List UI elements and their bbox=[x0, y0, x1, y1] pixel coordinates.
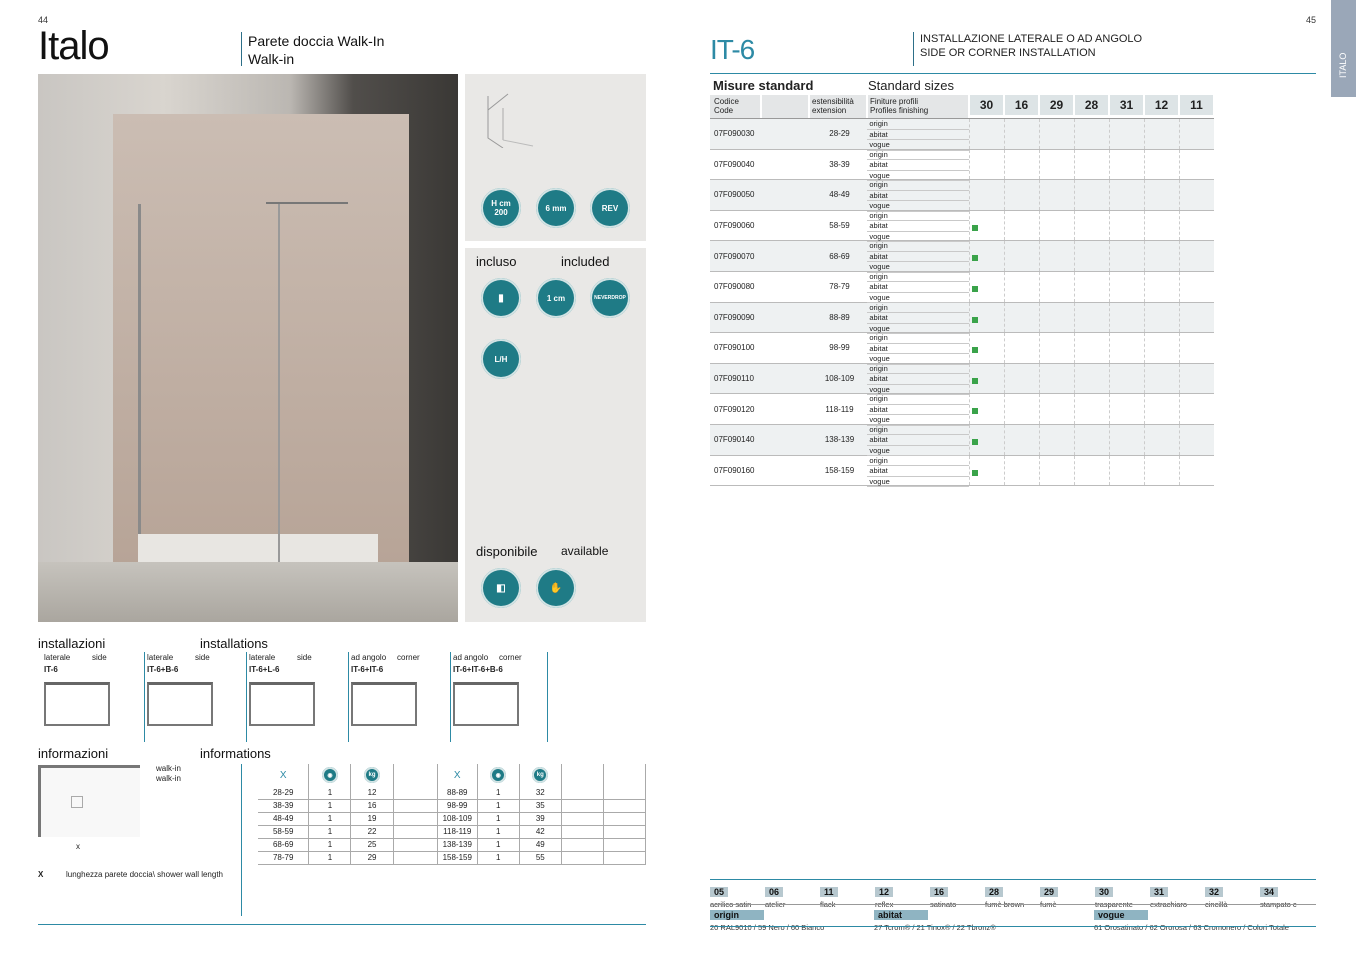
availability-dot bbox=[972, 255, 978, 261]
page-title: Italo bbox=[38, 24, 109, 68]
finish-col-header: 30 bbox=[970, 95, 1003, 115]
wall-back bbox=[113, 114, 409, 564]
size-row bbox=[710, 211, 1214, 242]
finish-label: abitat bbox=[867, 221, 969, 232]
finish-label: abitat bbox=[867, 313, 969, 324]
subtitle-it: Parete doccia Walk-In bbox=[248, 33, 385, 49]
height-200-icon: H cm 200 bbox=[481, 188, 521, 228]
finish-label: vogue bbox=[867, 415, 969, 426]
glass-legend-item: 29 fumè bbox=[1040, 887, 1057, 909]
legend-text: lunghezza parete doccia\ shower wall length bbox=[66, 870, 223, 879]
finish-col-header: 12 bbox=[1145, 95, 1178, 115]
finish-label: origin bbox=[867, 150, 969, 161]
weight-icon: kg bbox=[364, 767, 380, 783]
floor bbox=[38, 562, 458, 622]
subtitle-en: Walk-in bbox=[248, 51, 295, 67]
size-code: 07F090090 bbox=[714, 312, 755, 322]
finish-label: abitat bbox=[867, 252, 969, 263]
finish-label: vogue bbox=[867, 201, 969, 212]
right-page-number: 45 bbox=[1306, 15, 1317, 25]
finish-label: vogue bbox=[867, 324, 969, 335]
installation-item: laterale side IT-6+B-6 bbox=[144, 652, 244, 742]
finish-label: origin bbox=[867, 394, 969, 405]
size-code: 07F090110 bbox=[714, 374, 754, 384]
walkin-diagram bbox=[38, 765, 140, 837]
finish-label: vogue bbox=[867, 232, 969, 243]
glass-profile bbox=[138, 204, 141, 534]
included-it: incluso bbox=[476, 254, 517, 269]
info-table-row: 58-59 1 22 118-119 1 42 bbox=[258, 825, 646, 838]
size-extension: 68-69 bbox=[829, 251, 850, 261]
adjust-1cm-icon: 1 cm bbox=[536, 278, 576, 318]
installation-item: ad angolo corner IT-6+IT-6 bbox=[348, 652, 448, 742]
size-code: 07F090030 bbox=[714, 129, 755, 139]
informations-en: informations bbox=[200, 746, 271, 761]
left-footer-line bbox=[38, 924, 646, 925]
header-line bbox=[710, 73, 1316, 74]
finish-label: vogue bbox=[867, 140, 969, 151]
size-row bbox=[710, 272, 1214, 303]
size-code: 07F090060 bbox=[714, 221, 755, 231]
sizes-title-en: Standard sizes bbox=[868, 78, 954, 93]
installation-item: laterale side IT-6+L-6 bbox=[246, 652, 346, 742]
installations-list bbox=[38, 652, 550, 742]
finish-col-header: 16 bbox=[1005, 95, 1038, 115]
finish-label: origin bbox=[867, 272, 969, 283]
finish-label: abitat bbox=[867, 435, 969, 446]
finish-label: abitat bbox=[867, 282, 969, 293]
size-code: 07F090070 bbox=[714, 251, 755, 261]
finish-legend-item: vogue 61 Orosatinato / 62 Ororosa / 63 Cromonero / Colori Totale bbox=[1094, 910, 1289, 932]
finish-label: vogue bbox=[867, 477, 969, 488]
finish-label: vogue bbox=[867, 262, 969, 273]
glass-legend-item: 12 reflex bbox=[875, 887, 894, 909]
size-row bbox=[710, 456, 1214, 487]
size-row bbox=[710, 241, 1214, 272]
size-row bbox=[710, 119, 1214, 150]
product-photo bbox=[38, 74, 458, 622]
glass-legend-item: 05 acrilico satin bbox=[710, 887, 752, 909]
side-tab[interactable]: ITALO bbox=[1331, 0, 1356, 97]
finish-label: vogue bbox=[867, 385, 969, 396]
size-extension: 98-99 bbox=[829, 343, 850, 353]
info-table-row: 68-69 1 25 138-139 1 49 bbox=[258, 838, 646, 851]
size-row bbox=[710, 425, 1214, 456]
weight-icon: kg bbox=[532, 767, 548, 783]
installations-it: installazioni bbox=[38, 636, 106, 651]
features-box bbox=[465, 74, 646, 241]
size-code: 07F090120 bbox=[714, 404, 755, 414]
available-en: available bbox=[561, 544, 609, 558]
size-code: 07F090160 bbox=[714, 465, 755, 475]
size-extension: 58-59 bbox=[829, 221, 850, 231]
glass-legend-item: 32 cincillà bbox=[1205, 887, 1228, 909]
size-extension: 108-109 bbox=[824, 374, 855, 384]
finish-label: origin bbox=[867, 364, 969, 375]
informations-table: X ◉ kg X ◉ kg 28-29 1 12 88-89 1 32 38-39 1 16 98-99 1 35 48-49 1 19 108-109 1 39 58-59 1 22 118-119 1 42 68-69 1 25 138-139 1 49 78-79 1 29 158-159 1 55 bbox=[258, 764, 646, 865]
size-extension: 28-29 bbox=[829, 129, 850, 139]
finish-label: abitat bbox=[867, 466, 969, 477]
neverdrop-icon: NEVERDROP bbox=[590, 278, 630, 318]
finish-label: abitat bbox=[867, 160, 969, 171]
divider bbox=[241, 764, 242, 916]
info-table-row: 48-49 1 19 108-109 1 39 bbox=[258, 812, 646, 825]
finish-label: origin bbox=[867, 241, 969, 252]
availability-dot bbox=[972, 439, 978, 445]
sizes-table bbox=[710, 95, 1214, 486]
treatment-icon: ✋ bbox=[536, 568, 576, 608]
finish-label: origin bbox=[867, 119, 969, 130]
finish-label: vogue bbox=[867, 171, 969, 182]
info-table-row: 28-29 1 12 88-89 1 32 bbox=[258, 786, 646, 799]
finish-label: origin bbox=[867, 303, 969, 314]
availability-dot bbox=[972, 317, 978, 323]
size-extension: 88-89 bbox=[829, 312, 850, 322]
size-extension: 158-159 bbox=[824, 465, 855, 475]
info-table-row: 38-39 1 16 98-99 1 35 bbox=[258, 799, 646, 812]
size-extension: 38-39 bbox=[829, 159, 850, 169]
pack-icon: ◉ bbox=[490, 767, 506, 783]
glass-edge bbox=[278, 204, 280, 574]
size-code: 07F090140 bbox=[714, 435, 755, 445]
model-title: IT-6 bbox=[710, 34, 755, 65]
finish-legend-item: origin 20 RAL9010 / 59 Nero / 60 Bianco bbox=[710, 910, 825, 932]
subtitle-block bbox=[241, 32, 384, 66]
sizes-header: Codice Code estensibilità extension Finiture profili Profiles finishing 30 16 29 28 31 12 11 bbox=[710, 95, 1214, 119]
glass-legend bbox=[710, 882, 1316, 909]
size-row bbox=[710, 150, 1214, 181]
walkin-label-it: walk-in bbox=[156, 764, 181, 773]
finish-label: abitat bbox=[867, 344, 969, 355]
left-page-number: 44 bbox=[38, 15, 49, 25]
size-extension: 78-79 bbox=[829, 282, 850, 292]
finish-label: origin bbox=[867, 333, 969, 344]
finish-label: abitat bbox=[867, 374, 969, 385]
availability-dot bbox=[972, 225, 978, 231]
size-row bbox=[710, 303, 1214, 334]
glass-legend-item: 31 extrachiaro bbox=[1150, 887, 1188, 909]
size-row bbox=[710, 394, 1214, 425]
shower-tray bbox=[138, 534, 378, 562]
walkin-label-en: walk-in bbox=[156, 774, 181, 783]
pack-icon: ◉ bbox=[322, 767, 338, 783]
finish-label: vogue bbox=[867, 446, 969, 457]
size-code: 07F090040 bbox=[714, 159, 755, 169]
available-it: disponibile bbox=[476, 544, 538, 559]
size-row bbox=[710, 364, 1214, 395]
profile-icon: ▮ bbox=[481, 278, 521, 318]
glass-legend-item: 34 stampato c bbox=[1260, 887, 1297, 909]
finish-col-header: 31 bbox=[1110, 95, 1143, 115]
finish-col-header: 29 bbox=[1040, 95, 1073, 115]
install-diagram-icon bbox=[483, 88, 543, 148]
informations-it: informazioni bbox=[38, 746, 109, 761]
size-extension: 138-139 bbox=[824, 435, 855, 445]
info-table-row: 78-79 1 29 158-159 1 55 bbox=[258, 851, 646, 864]
finish-legend bbox=[710, 905, 1316, 932]
finish-legend-item: abitat 27 Tcrom® / 21 Tinox® / 22 Tbronz® bbox=[874, 910, 996, 932]
clean-icon: ◧ bbox=[481, 568, 521, 608]
availability-dot bbox=[972, 470, 978, 476]
reversible-icon: REV bbox=[590, 188, 630, 228]
finish-label: origin bbox=[867, 456, 969, 467]
size-code: 07F090100 bbox=[714, 343, 755, 353]
finish-col-header: 28 bbox=[1075, 95, 1108, 115]
legend-top-line bbox=[710, 879, 1316, 880]
included-en: included bbox=[561, 254, 610, 269]
finish-col-header: 11 bbox=[1180, 95, 1213, 115]
size-row bbox=[710, 180, 1214, 211]
support-bar bbox=[266, 202, 348, 204]
size-extension: 48-49 bbox=[829, 190, 850, 200]
glass-legend-item: 06 atelier bbox=[765, 887, 786, 909]
size-code: 07F090050 bbox=[714, 190, 755, 200]
size-code: 07F090080 bbox=[714, 282, 755, 292]
availability-dot bbox=[972, 378, 978, 384]
availability-dot bbox=[972, 408, 978, 414]
installations-en: installations bbox=[200, 636, 268, 651]
finish-label: abitat bbox=[867, 405, 969, 416]
x-dimension-label: x bbox=[76, 842, 80, 851]
lh-icon: L/H bbox=[481, 339, 521, 379]
finish-label: origin bbox=[867, 180, 969, 191]
finish-label: abitat bbox=[867, 130, 969, 141]
finish-label: abitat bbox=[867, 191, 969, 202]
sizes-title-it: Misure standard bbox=[713, 78, 814, 93]
finish-label: origin bbox=[867, 211, 969, 222]
included-box bbox=[465, 248, 646, 622]
installation-item: laterale side IT-6 bbox=[42, 652, 142, 742]
finish-label: vogue bbox=[867, 354, 969, 365]
finish-label: vogue bbox=[867, 293, 969, 304]
finish-label: origin bbox=[867, 425, 969, 436]
glass-legend-item: 16 satinato bbox=[930, 887, 957, 909]
size-extension: 118-119 bbox=[825, 404, 854, 414]
glass-legend-item: 30 trasparente bbox=[1095, 887, 1133, 909]
availability-dot bbox=[972, 347, 978, 353]
glass-legend-item: 28 fumè brown bbox=[985, 887, 1025, 909]
install-block: INSTALLAZIONE LATERALE O AD ANGOLO SIDE OR CORNER INSTALLATION bbox=[913, 32, 1142, 66]
installation-item: ad angolo corner IT-6+IT-6+B-6 bbox=[450, 652, 548, 742]
size-row bbox=[710, 333, 1214, 364]
legend-x: X bbox=[38, 870, 44, 879]
availability-dot bbox=[972, 286, 978, 292]
glass-legend-item: 11 flack bbox=[820, 882, 838, 909]
thickness-6mm-icon: 6 mm bbox=[536, 188, 576, 228]
